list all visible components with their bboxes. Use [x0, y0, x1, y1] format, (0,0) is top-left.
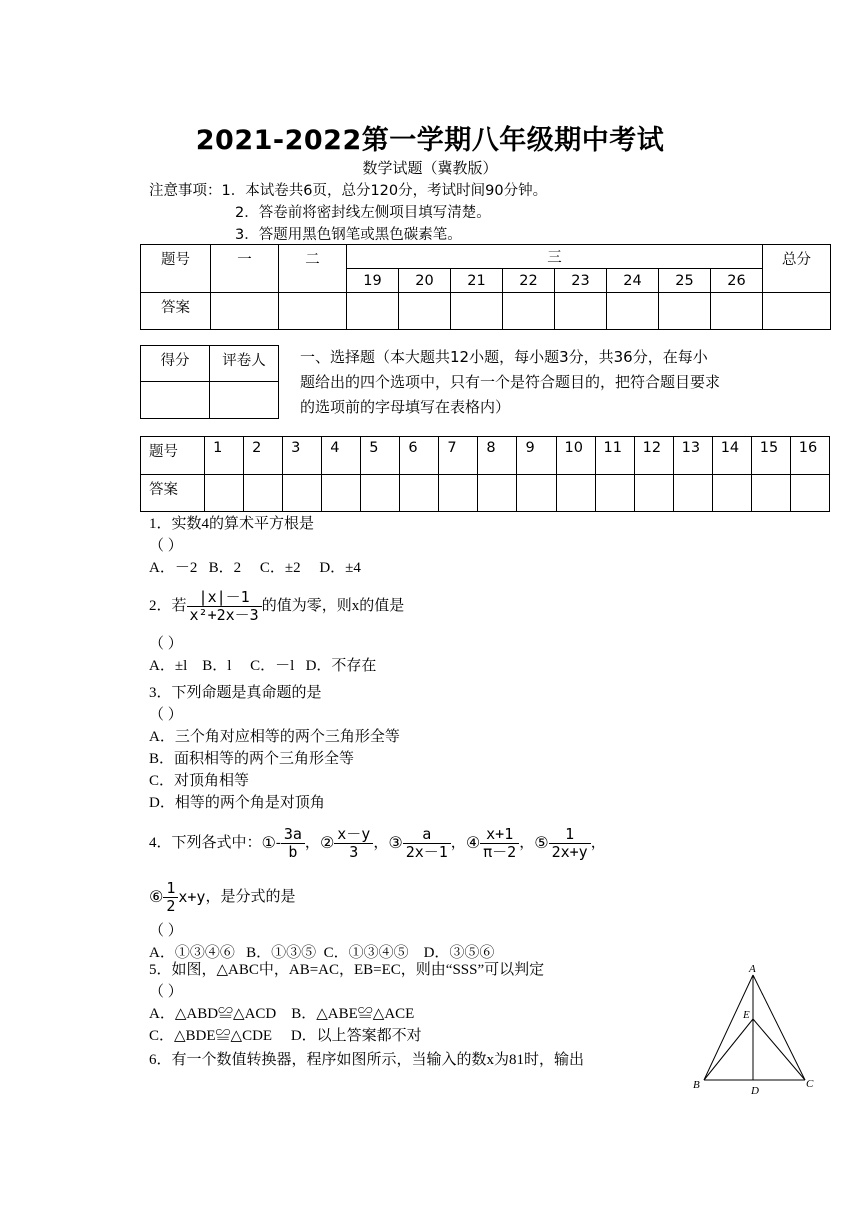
score-subcol: 21	[451, 269, 503, 293]
score-table	[140, 244, 831, 330]
answer-cell	[517, 475, 556, 512]
q4-circle-6: ⑥	[149, 887, 164, 906]
score-subcol: 19	[347, 269, 399, 293]
q4-expr-5	[549, 826, 591, 861]
q4-expr-3-den: 2x－1	[405, 842, 448, 861]
q6-stem: 6．有一个数值转换器，程序如图所示，当输入的数x为81时，输出	[149, 1052, 585, 1068]
grader-box	[140, 345, 279, 419]
q4-expr-1	[281, 826, 305, 861]
answer-cell	[595, 475, 634, 512]
note-item-1: 1．本试卷共6页，总分120分，考试时间90分钟。	[221, 183, 548, 199]
q4-expr-1-den: b	[288, 842, 298, 861]
q2-options: A．±l B．l C．－l D．不存在	[149, 658, 377, 674]
point-label-b: B	[693, 1079, 700, 1091]
q4-expr-2	[334, 826, 373, 861]
answer-number: 2	[244, 437, 283, 475]
score-cell	[503, 293, 555, 330]
answer-number: 9	[517, 437, 556, 475]
answer-number: 13	[673, 437, 712, 475]
answer-cell	[283, 475, 322, 512]
notes-label: 注意事项：	[149, 183, 222, 199]
q1-stem: 1．实数4的算术平方根是	[149, 516, 315, 532]
q2-pre: 2．若	[149, 598, 187, 614]
answer-number: 6	[400, 437, 439, 475]
q2-answer-paren: （ ）	[149, 636, 183, 652]
q4-expr-5-den: 2x+y	[551, 842, 588, 861]
q4-circle-2: ②	[319, 833, 335, 852]
answer-number: 12	[634, 437, 673, 475]
triangle-figure	[690, 960, 820, 1100]
point-label-c: C	[806, 1078, 814, 1090]
q4-expr-3-num: a	[403, 826, 451, 844]
answer-number: 10	[556, 437, 595, 475]
answer-number: 15	[751, 437, 790, 475]
q4-circle-1: ①	[261, 833, 276, 852]
q4-expr-6-num: 1	[163, 880, 178, 898]
answer-cell	[751, 475, 790, 512]
score-subcol: 25	[659, 269, 711, 293]
score-total: 总分	[763, 245, 831, 293]
section-1-description: 一、选择题（本大题共12小题，每小题3分，共36分，在每小题给出的四个选项中，只有一个是符合题目的，把符合题目要求的选项前的字母填写在表格内）	[300, 348, 721, 416]
q2-numerator: |x|－1	[187, 589, 262, 607]
q4-expr-5-num: 1	[549, 826, 591, 844]
question-3	[149, 682, 400, 814]
score-cell	[659, 293, 711, 330]
score-cell	[211, 293, 279, 330]
answer-cell	[478, 475, 517, 512]
q4-post: ，是分式的是	[205, 889, 296, 905]
q2-post: 的值为零，则x的值是	[261, 598, 405, 614]
answer-cell	[634, 475, 673, 512]
score-cell	[347, 293, 399, 330]
point-label-a: A	[749, 963, 756, 975]
answer-number: 1	[205, 437, 244, 475]
question-6	[149, 1049, 584, 1071]
q4-expr-1-sign: -	[275, 835, 281, 851]
question-5	[149, 959, 544, 1047]
answer-number: 14	[712, 437, 751, 475]
answer-cell	[439, 475, 478, 512]
q3-answer-paren: （ ）	[149, 707, 183, 723]
score-cell	[399, 293, 451, 330]
q4-answer-paren: （ ）	[149, 923, 183, 939]
score-subcol: 23	[555, 269, 607, 293]
q4-expr-1-num: 3a	[281, 826, 305, 844]
q4-expr-4	[480, 826, 519, 861]
exam-subtitle: 数学试题（冀教版）	[362, 159, 498, 177]
answer-row-label: 题号	[141, 437, 205, 475]
q3-option-b: B．面积相等的两个三角形全等	[149, 751, 355, 767]
q4-circle-3: ③	[388, 833, 403, 852]
score-cell	[763, 293, 831, 330]
question-1	[149, 513, 361, 579]
q4-pre: 4．下列各式中：	[149, 835, 262, 851]
grader-score-cell	[141, 382, 210, 419]
q2-denominator: x²+2x－3	[189, 605, 259, 624]
answer-number: 16	[790, 437, 829, 475]
note-item-2: 2．答卷前将密封线左侧项目填写清楚。	[235, 205, 491, 221]
q4-circle-4: ④	[465, 833, 481, 852]
answer-cell	[205, 475, 244, 512]
q4-expr-3	[403, 826, 451, 861]
score-subcol: 24	[607, 269, 659, 293]
q4-expr-6-tail: x+y	[178, 888, 206, 906]
score-answer-label: 答案	[141, 293, 211, 330]
q3-option-c: C．对顶角相等	[149, 773, 250, 789]
q5-stem: 5．如图，△ABC中，AB=AC，EB=EC，则由“SSS”可以判定	[149, 962, 545, 978]
answer-cell	[556, 475, 595, 512]
point-label-e: E	[743, 1009, 750, 1021]
q5-options-cd: C．△BDE≌△CDE D．以上答案都不对	[149, 1028, 422, 1044]
note-item-3: 3．答题用黑色钢笔或黑色碳素笔。	[235, 227, 462, 243]
q4-circle-5: ⑤	[534, 833, 549, 852]
q1-options: A．－2 B．2 C．±2 D．±4	[149, 560, 361, 576]
exam-title: 2021-2022第一学期八年级期中考试	[195, 125, 665, 156]
score-subcol: 22	[503, 269, 555, 293]
q4-expr-2-den: 3	[349, 842, 359, 861]
answer-cell	[400, 475, 439, 512]
score-subcol: 26	[711, 269, 763, 293]
score-cell	[451, 293, 503, 330]
answer-cell	[322, 475, 361, 512]
answer-number: 7	[439, 437, 478, 475]
score-cell	[711, 293, 763, 330]
question-2	[149, 582, 404, 677]
score-row-label: 题号	[141, 245, 211, 293]
q2-fraction	[187, 589, 262, 624]
grader-name-cell	[210, 382, 279, 419]
q3-option-a: A．三个角对应相等的两个三角形全等	[149, 729, 400, 745]
q4-expr-6	[163, 880, 178, 915]
answer-number: 8	[478, 437, 517, 475]
score-col-3: 三	[347, 245, 763, 269]
answer-number: 5	[361, 437, 400, 475]
score-col-2: 二	[279, 245, 347, 293]
point-label-d: D	[751, 1085, 759, 1097]
q4-expr-6-den: 2	[166, 896, 176, 915]
answer-cell	[673, 475, 712, 512]
question-4: 4．下列各式中： ① - $\frac{3a}{b}$ ， ② $\frac{x-y}{3}$ ， ③ $\frac{a}{2x-1}$ ， ④ $\frac{x+1}{\pi-2}$ ， ⑤ $\frac{1}{2x+y}$ ， ⑥ $\frac{1}{2}$ x+y ，是分式的是 （ ） A．①③④⑥ B．①③⑤ C．①③④⑤ D．③⑤⑥	[149, 820, 606, 964]
answer-number: 4	[322, 437, 361, 475]
answer-cell	[244, 475, 283, 512]
grader-name-label: 评卷人	[210, 346, 279, 382]
score-cell	[555, 293, 607, 330]
exam-notes	[149, 180, 547, 246]
score-col-1: 一	[211, 245, 279, 293]
grader-score-label: 得分	[141, 346, 210, 382]
score-cell	[607, 293, 659, 330]
q3-option-d: D．相等的两个角是对顶角	[149, 795, 325, 811]
q5-options-ab: A．△ABD≌△ACD B．△ABE≌△ACE	[149, 1006, 415, 1022]
answer-cell	[790, 475, 829, 512]
score-cell	[279, 293, 347, 330]
q5-answer-paren: （ ）	[149, 984, 183, 1000]
q4-expr-4-den: π－2	[483, 842, 517, 861]
q4-expr-2-num: x－y	[334, 826, 373, 844]
answer-answer-label: 答案	[141, 475, 205, 512]
answer-table	[140, 436, 830, 512]
answer-number: 3	[283, 437, 322, 475]
q3-stem: 3．下列命题是真命题的是	[149, 685, 322, 701]
score-subcol: 20	[399, 269, 451, 293]
answer-cell	[361, 475, 400, 512]
answer-number: 11	[595, 437, 634, 475]
q1-answer-paren: （ ）	[149, 538, 183, 554]
q4-expr-4-num: x+1	[480, 826, 519, 844]
q4-options: A．①③④⑥ B．①③⑤ C．①③④⑤ D．③⑤⑥	[149, 945, 495, 961]
answer-cell	[712, 475, 751, 512]
